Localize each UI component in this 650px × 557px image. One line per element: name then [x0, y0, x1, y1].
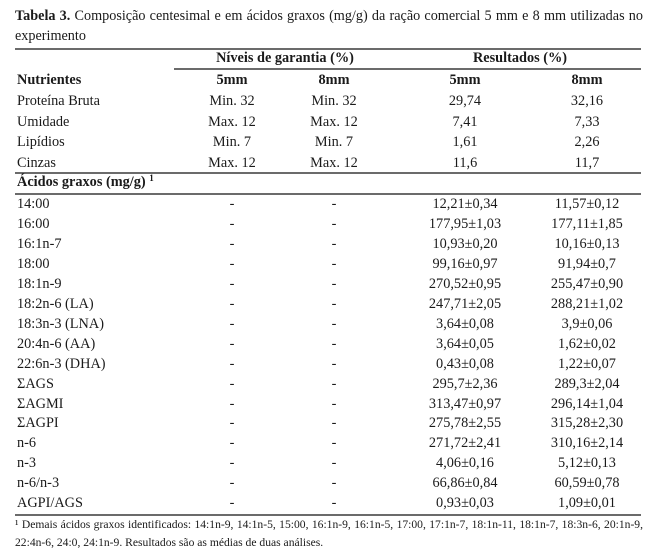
row-label: ΣAGPI	[17, 415, 59, 432]
guarantee-8mm: Max. 12	[310, 154, 358, 171]
guarantee-5mm: -	[229, 315, 235, 332]
fatty-acid-row	[0, 453, 650, 473]
result-5mm: 275,78±2,55	[428, 415, 502, 432]
fatty-acid-row	[0, 354, 650, 374]
row-label: n-3	[17, 455, 37, 472]
row-label: ΣAGS	[17, 375, 54, 392]
result-5mm: 3,64±0,05	[436, 335, 494, 352]
fatty-acids-section-header	[0, 172, 650, 192]
fatty-acid-row	[0, 234, 650, 254]
result-5mm: 271,72±2,41	[428, 435, 502, 452]
table-label: Tabela 3.	[15, 8, 71, 24]
guarantee-8mm: -	[331, 335, 337, 352]
fatty-acid-row	[0, 433, 650, 453]
guarantee-5mm: Max. 12	[208, 154, 256, 171]
header-guarantee-8mm: 8mm	[318, 72, 350, 88]
header-results-8mm: 8mm	[571, 72, 603, 88]
fatty-acid-row	[0, 254, 650, 274]
header-group-guarantee: Níveis de garantia (%)	[216, 50, 354, 66]
result-5mm: 177,95±1,03	[428, 215, 502, 232]
result-8mm: 11,57±0,12	[554, 196, 620, 212]
result-8mm: 11,7	[574, 154, 600, 171]
result-8mm: 10,16±0,13	[554, 235, 620, 252]
guarantee-8mm: Min. 32	[311, 93, 357, 109]
header-column-row	[0, 70, 650, 90]
guarantee-8mm: Max. 12	[310, 113, 358, 130]
guarantee-8mm: -	[331, 415, 337, 432]
guarantee-5mm: -	[229, 295, 235, 312]
row-label: 16:1n-7	[17, 235, 62, 252]
guarantee-8mm: -	[331, 475, 337, 492]
fatty-acid-row	[0, 294, 650, 314]
result-8mm: 315,28±2,30	[550, 415, 624, 432]
row-label: 16:00	[17, 215, 50, 232]
header-nutrientes: Nutrientes	[17, 72, 82, 88]
guarantee-8mm: Min. 7	[314, 134, 354, 150]
result-5mm: 0,93±0,03	[436, 495, 494, 512]
guarantee-5mm: -	[229, 275, 235, 292]
header-guarantee-5mm: 5mm	[216, 72, 248, 88]
nutrient-row	[0, 91, 650, 111]
table-caption	[15, 6, 643, 46]
result-8mm: 289,3±2,04	[554, 375, 620, 392]
row-label: n-6	[17, 435, 37, 452]
guarantee-5mm: -	[229, 355, 235, 372]
result-8mm: 310,16±2,14	[550, 435, 624, 452]
result-5mm: 99,16±0,97	[432, 255, 498, 272]
guarantee-8mm: -	[331, 455, 337, 472]
fatty-acid-row	[0, 274, 650, 294]
result-8mm: 296,14±1,04	[550, 395, 624, 412]
row-label: 14:00	[17, 196, 50, 212]
row-label: 18:3n-3 (LNA)	[17, 315, 104, 332]
guarantee-5mm: -	[229, 415, 235, 432]
result-5mm: 10,93±0,20	[432, 235, 498, 252]
result-8mm: 2,26	[574, 134, 600, 150]
footnote-mark: ¹	[15, 518, 19, 531]
header-group-row	[0, 48, 650, 68]
result-5mm: 3,64±0,08	[436, 315, 494, 332]
guarantee-5mm: -	[229, 196, 235, 212]
result-5mm: 247,71±2,05	[428, 295, 502, 312]
result-5mm: 4,06±0,16	[436, 455, 494, 472]
header-group-results: Resultados (%)	[472, 50, 568, 66]
guarantee-8mm: -	[331, 275, 337, 292]
result-8mm: 32,16	[570, 93, 604, 109]
result-5mm: 0,43±0,08	[436, 355, 494, 372]
table-caption-text: Composição centesimal e em ácidos graxos (mg/g) da ração comercial 5 mm e 8 mm utilizadas no experimento	[15, 8, 643, 44]
result-5mm: 7,41	[452, 113, 478, 130]
guarantee-8mm: -	[331, 355, 337, 372]
guarantee-5mm: Min. 32	[209, 93, 255, 109]
row-label: 22:6n-3 (DHA)	[17, 355, 106, 372]
guarantee-8mm: -	[331, 435, 337, 452]
fatty-acids-title-text: Ácidos graxos (mg/g)	[17, 174, 146, 190]
result-8mm: 3,9±0,06	[561, 315, 613, 332]
guarantee-8mm: -	[331, 495, 337, 512]
nutrient-row	[0, 132, 650, 152]
fatty-acid-row	[0, 493, 650, 513]
guarantee-5mm: -	[229, 255, 235, 272]
footnote-text: Demais ácidos graxos identificados: 14:1n-9, 14:1n-5, 15:00, 16:1n-9, 16:1n-5, 17:00, 17:1n-7, 18:1n-11, 18:1n-7, 18:3n-6, 20:1n-9, 22:4n-6, 24:0, 24:1n-9. Resultados são as médias de duas análises.	[15, 518, 643, 549]
result-8mm: 255,47±0,90	[550, 275, 624, 292]
result-8mm: 288,21±1,02	[550, 295, 624, 312]
fatty-acid-row	[0, 394, 650, 414]
guarantee-8mm: -	[331, 215, 337, 232]
result-8mm: 177,11±1,85	[551, 215, 623, 232]
result-8mm: 1,09±0,01	[558, 495, 616, 512]
nutrient-row	[0, 112, 650, 132]
table-footnote	[15, 516, 643, 552]
guarantee-5mm: -	[229, 335, 235, 352]
row-label: ΣAGMI	[17, 395, 64, 412]
row-label: Lipídios	[17, 134, 65, 150]
result-8mm: 1,62±0,02	[558, 335, 616, 352]
guarantee-8mm: -	[331, 196, 337, 212]
row-label: 20:4n-6 (AA)	[17, 335, 96, 352]
guarantee-5mm: -	[229, 235, 235, 252]
nutrient-row	[0, 153, 650, 173]
guarantee-5mm: Min. 7	[212, 134, 252, 150]
row-label: AGPI/AGS	[17, 495, 83, 512]
guarantee-8mm: -	[331, 255, 337, 272]
result-5mm: 1,61	[452, 134, 478, 150]
fatty-acid-row	[0, 473, 650, 493]
fatty-acid-row	[0, 314, 650, 334]
row-label: 18:2n-6 (LA)	[17, 295, 94, 312]
result-8mm: 1,22±0,07	[558, 355, 616, 372]
guarantee-5mm: -	[229, 455, 235, 472]
guarantee-8mm: -	[331, 315, 337, 332]
row-label: Proteína Bruta	[17, 93, 100, 109]
row-label: 18:1n-9	[17, 275, 62, 292]
result-8mm: 7,33	[574, 113, 600, 130]
row-label: Cinzas	[17, 154, 56, 171]
result-5mm: 12,21±0,34	[432, 196, 498, 212]
guarantee-8mm: -	[331, 295, 337, 312]
row-label: 18:00	[17, 255, 50, 272]
guarantee-5mm: -	[229, 475, 235, 492]
result-8mm: 60,59±0,78	[554, 475, 620, 492]
result-5mm: 270,52±0,95	[428, 275, 502, 292]
result-5mm: 295,7±2,36	[432, 375, 498, 392]
guarantee-5mm: -	[229, 395, 235, 412]
result-5mm: 66,86±0,84	[432, 475, 498, 492]
guarantee-5mm: -	[229, 375, 235, 392]
row-label: Umidade	[17, 113, 70, 130]
result-8mm: 5,12±0,13	[558, 455, 616, 472]
fatty-acid-row	[0, 413, 650, 433]
guarantee-5mm: -	[229, 215, 235, 232]
guarantee-5mm: -	[229, 495, 235, 512]
footnote-reference: 1	[149, 173, 154, 183]
row-label: n-6/n-3	[17, 475, 60, 492]
fatty-acid-row	[0, 374, 650, 394]
fatty-acid-row	[0, 214, 650, 234]
fatty-acid-row	[0, 194, 650, 214]
fatty-acid-row	[0, 334, 650, 354]
result-5mm: 11,6	[452, 154, 478, 171]
result-5mm: 313,47±0,97	[428, 395, 502, 412]
fatty-acids-title	[17, 172, 154, 192]
header-results-5mm: 5mm	[449, 72, 481, 88]
result-8mm: 91,94±0,7	[558, 255, 616, 272]
guarantee-8mm: -	[331, 395, 337, 412]
guarantee-5mm: Max. 12	[208, 113, 256, 130]
guarantee-8mm: -	[331, 235, 337, 252]
result-5mm: 29,74	[448, 93, 482, 109]
guarantee-5mm: -	[229, 435, 235, 452]
guarantee-8mm: -	[331, 375, 337, 392]
